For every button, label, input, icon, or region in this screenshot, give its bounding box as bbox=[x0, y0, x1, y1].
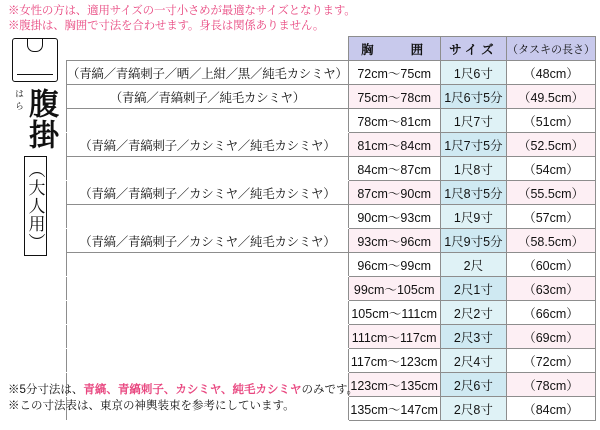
cell-bust: 96cm〜99cm bbox=[348, 253, 440, 277]
table-row bbox=[67, 325, 596, 349]
cell-bust: 72cm〜75cm bbox=[348, 61, 440, 85]
cell-size: 1尺6寸5分 bbox=[440, 85, 506, 109]
bottom-note-1-accent: 青縞、青縞刺子、カシミヤ、純毛カシミヤ bbox=[83, 384, 302, 396]
cell-note: （63cm） bbox=[506, 277, 595, 301]
cell-size: 1尺9寸 bbox=[440, 205, 506, 229]
table-row bbox=[67, 133, 596, 157]
product-label-column bbox=[4, 36, 66, 376]
label-subtitle: （大人用） bbox=[24, 156, 47, 256]
cell-size: 2尺2寸 bbox=[440, 301, 506, 325]
cell-materials: （青縞／青縞刺子／カシミヤ／純毛カシミヤ） bbox=[67, 181, 349, 205]
cell-size: 2尺1寸 bbox=[440, 277, 506, 301]
header-bust: 胸 囲 bbox=[348, 37, 440, 61]
table-row bbox=[67, 85, 596, 109]
cell-note: （72cm） bbox=[506, 349, 595, 373]
cell-note: （84cm） bbox=[506, 397, 595, 421]
cell-bust: 84cm〜87cm bbox=[348, 157, 440, 181]
table-row bbox=[67, 301, 596, 325]
cell-bust: 87cm〜90cm bbox=[348, 181, 440, 205]
cell-note: （51cm） bbox=[506, 109, 595, 133]
cell-note: （54cm） bbox=[506, 157, 595, 181]
cell-bust: 93cm〜96cm bbox=[348, 229, 440, 253]
cell-materials: （青縞／青縞刺子／カシミヤ／純毛カシミヤ） bbox=[67, 133, 349, 157]
bottom-note-1-pre: ※5分寸法は、 bbox=[8, 384, 84, 396]
cell-size: 2尺8寸 bbox=[440, 397, 506, 421]
cell-bust: 90cm〜93cm bbox=[348, 205, 440, 229]
table-row bbox=[67, 61, 596, 85]
cell-note: （48cm） bbox=[506, 61, 595, 85]
cell-bust: 135cm〜147cm bbox=[348, 397, 440, 421]
header-size: サイズ bbox=[440, 37, 506, 61]
cell-materials bbox=[67, 109, 349, 133]
cell-size: 1尺9寸5分 bbox=[440, 229, 506, 253]
cell-size: 2尺3寸 bbox=[440, 325, 506, 349]
table-row bbox=[67, 205, 596, 229]
bottom-note-1-post: のみです。 bbox=[301, 384, 359, 396]
cell-size: 2尺 bbox=[440, 253, 506, 277]
top-note-1: ※女性の方は、適用サイズの一寸小さめが最適なサイズとなります。 bbox=[8, 5, 356, 17]
table-header-row bbox=[67, 37, 596, 61]
cell-materials: （青縞／青縞刺子／カシミヤ／純毛カシミヤ） bbox=[67, 229, 349, 253]
bottom-note-2: ※この寸法表は、東京の神輿装束を参考にしています。 bbox=[8, 400, 295, 412]
table-row bbox=[67, 277, 596, 301]
cell-size: 1尺8寸 bbox=[440, 157, 506, 181]
cell-bust: 81cm〜84cm bbox=[348, 133, 440, 157]
table-row bbox=[67, 229, 596, 253]
ruby-hara: はら bbox=[14, 89, 24, 113]
cell-size: 1尺7寸 bbox=[440, 109, 506, 133]
cell-bust: 75cm〜78cm bbox=[348, 85, 440, 109]
cell-bust: 111cm〜117cm bbox=[348, 325, 440, 349]
cell-note: （69cm） bbox=[506, 325, 595, 349]
cell-materials bbox=[67, 277, 349, 301]
table-row bbox=[67, 157, 596, 181]
cell-note: （49.5cm） bbox=[506, 85, 595, 109]
cell-note: （55.5cm） bbox=[506, 181, 595, 205]
table-row bbox=[67, 181, 596, 205]
top-note-2: ※腹掛は、胸囲で寸法を合わせます。身長は関係ありません。 bbox=[8, 20, 325, 32]
page-title: 腹掛 bbox=[24, 88, 57, 150]
cell-bust: 117cm〜123cm bbox=[348, 349, 440, 373]
cell-note: （57cm） bbox=[506, 205, 595, 229]
cell-materials: （青縞／青縞刺子／晒／上紺／黒／純毛カシミヤ） bbox=[67, 61, 349, 85]
harakake-garment-icon bbox=[12, 38, 58, 82]
cell-note: （66cm） bbox=[506, 301, 595, 325]
cell-note: （60cm） bbox=[506, 253, 595, 277]
cell-materials bbox=[67, 253, 349, 277]
cell-note: （78cm） bbox=[506, 373, 595, 397]
cell-bust: 99cm〜105cm bbox=[348, 277, 440, 301]
cell-note: （52.5cm） bbox=[506, 133, 595, 157]
title-with-ruby bbox=[14, 86, 56, 150]
cell-bust: 78cm〜81cm bbox=[348, 109, 440, 133]
cell-size: 1尺7寸5分 bbox=[440, 133, 506, 157]
cell-materials bbox=[67, 325, 349, 349]
cell-materials bbox=[67, 301, 349, 325]
table-row bbox=[67, 349, 596, 373]
cell-materials bbox=[67, 205, 349, 229]
cell-bust: 123cm〜135cm bbox=[348, 373, 440, 397]
cell-materials bbox=[67, 157, 349, 181]
header-materials bbox=[67, 37, 349, 61]
cell-size: 2尺4寸 bbox=[440, 349, 506, 373]
cell-materials bbox=[67, 349, 349, 373]
cell-bust: 105cm〜111cm bbox=[348, 301, 440, 325]
cell-note: （58.5cm） bbox=[506, 229, 595, 253]
cell-size: 1尺8寸5分 bbox=[440, 181, 506, 205]
table-body bbox=[67, 61, 596, 421]
header-note: （タスキの長さ） bbox=[506, 37, 595, 61]
cell-size: 1尺6寸 bbox=[440, 61, 506, 85]
cell-materials: （青縞／青縞刺子／純毛カシミヤ） bbox=[67, 85, 349, 109]
top-notes bbox=[0, 0, 600, 36]
size-table bbox=[66, 36, 596, 421]
table-row bbox=[67, 109, 596, 133]
cell-size: 2尺6寸 bbox=[440, 373, 506, 397]
table-row bbox=[67, 253, 596, 277]
